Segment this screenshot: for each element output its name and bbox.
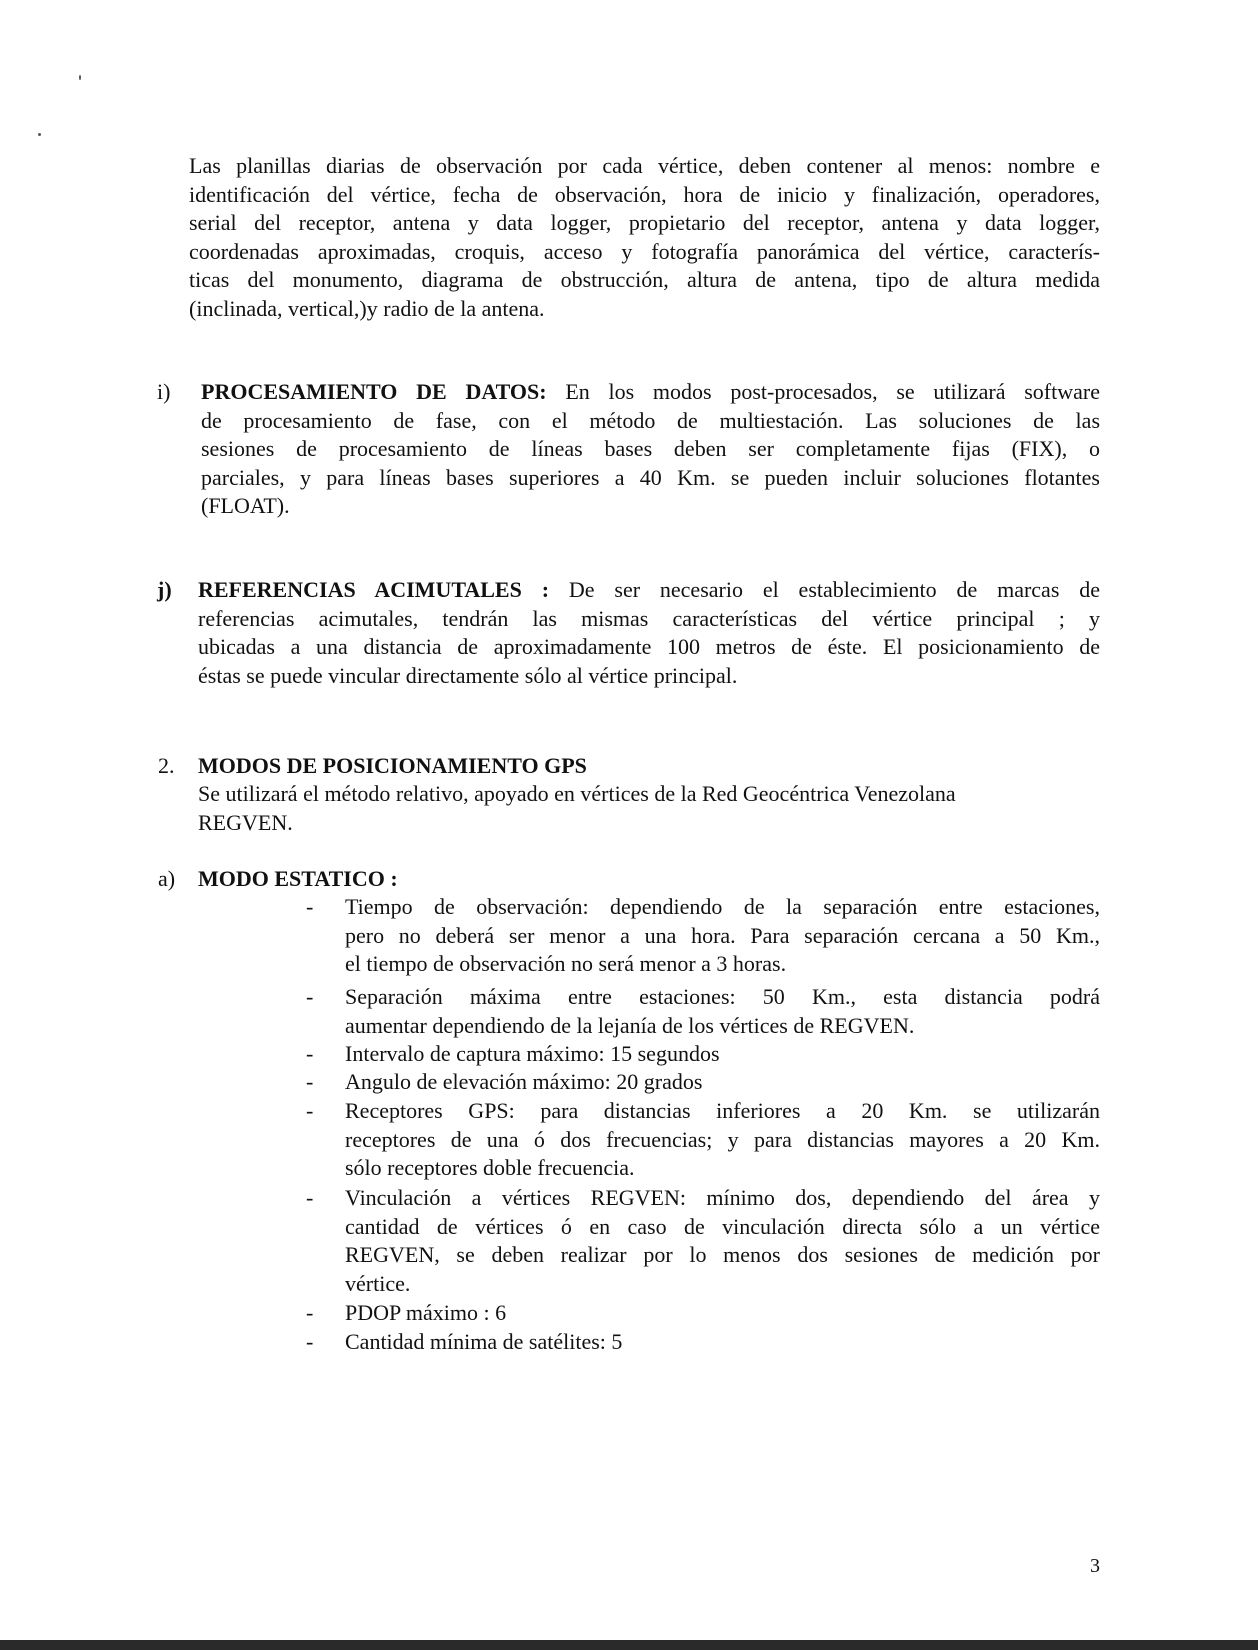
section-j-paragraph (198, 576, 1100, 690)
section-2-paragraph (198, 780, 1078, 837)
section-a-marker: a) (158, 866, 176, 891)
bullet-dash: - (306, 1041, 314, 1066)
list-item (345, 1328, 1100, 1357)
text-line: Separación máxima entre estaciones: 50 Km., esta distancia podrá (345, 984, 1100, 1009)
section-2-title: MODOS DE POSICIONAMIENTO GPS (198, 753, 587, 778)
text-line: identificación del vértice, fecha de observación, hora de inicio y finalización, operadores, (189, 181, 1100, 207)
text-line: sólo receptores doble frecuencia. (345, 1155, 635, 1180)
list-item (345, 1184, 1100, 1298)
scan-bottom-edge (0, 1640, 1258, 1650)
bullet-dash: - (306, 1098, 314, 1123)
text-line: PDOP máximo : 6 (345, 1300, 507, 1325)
text-line: Las planillas diarias de observación por cada vértice, deben contener al menos: nombre e (189, 153, 1100, 178)
bullet-dash: - (306, 1069, 314, 1094)
list-item (345, 893, 1100, 979)
text-line: REFERENCIAS ACIMUTALES : De ser necesario el establecimiento de marcas de (198, 577, 1101, 602)
intro-paragraph (189, 152, 1100, 323)
text-line: ticas del monumento, diagrama de obstrucción, altura de antena, tipo de altura medida (189, 267, 1100, 292)
text-line: Vinculación a vértices REGVEN: mínimo dos, dependiendo del área y (345, 1185, 1100, 1210)
text-line: sesiones de procesamiento de líneas bases deben ser completamente fijas (FIX), o (201, 436, 1100, 461)
text-line: pero no deberá ser menor a una hora. Para separación cercana a 50 Km., (345, 922, 1100, 948)
list-item (345, 1299, 1100, 1328)
text-line: (inclinada, vertical,)y radio de la antena. (189, 295, 545, 321)
section-i-paragraph (201, 378, 1100, 521)
text-line: serial del receptor, antena y data logger, propietario del receptor, antena y data logger, (189, 210, 1100, 235)
list-item (345, 983, 1100, 1040)
section-j-marker: j) (157, 577, 172, 602)
bullet-dash: - (306, 894, 314, 919)
list-item (345, 1097, 1100, 1183)
text-line: cantidad de vértices ó en caso de vinculación directa sólo a un vértice (345, 1213, 1100, 1239)
text-line: Tiempo de observación: dependiendo de la separación entre estaciones, (345, 894, 1100, 919)
text-line: REGVEN, se deben realizar por lo menos dos sesiones de medición por (345, 1242, 1100, 1267)
scan-speck (79, 75, 81, 80)
bullet-dash: - (306, 1300, 314, 1325)
section-i-title: PROCESAMIENTO DE DATOS: (201, 379, 547, 404)
page-number: 3 (1090, 1555, 1100, 1577)
text-line: Angulo de elevación máximo: 20 grados (345, 1069, 703, 1094)
scan-speck (38, 133, 41, 136)
section-2-marker: 2. (158, 753, 175, 778)
text-line: Receptores GPS: para distancias inferiores a 20 Km. se utilizarán (345, 1098, 1100, 1123)
text-line: (FLOAT). (201, 493, 290, 518)
text-line: coordenadas aproximadas, croquis, acceso y fotografía panorámica del vértice, caracterís- (189, 238, 1100, 264)
text-line: vértice. (345, 1270, 411, 1296)
text-line: PROCESAMIENTO DE DATOS: En los modos post-procesados, se utilizará software (201, 379, 1100, 404)
text-line: éstas se puede vincular directamente sólo al vértice principal. (198, 662, 738, 688)
section-i-marker: i) (157, 379, 171, 404)
text-line: el tiempo de observación no será menor a 3 horas. (345, 951, 787, 976)
text-line: Se utilizará el método relativo, apoyado en vértices de la Red Geocéntrica Venezolana (198, 781, 956, 806)
text-line: de procesamiento de fase, con el método de multiestación. Las soluciones de las (201, 407, 1100, 433)
text-line: aumentar dependiendo de la lejanía de los vértices de REGVEN. (345, 1012, 915, 1038)
bullet-dash: - (306, 1185, 314, 1210)
section-j-title: REFERENCIAS ACIMUTALES : (198, 577, 550, 602)
text-line: Intervalo de captura máximo: 15 segundos (345, 1041, 720, 1066)
list-item (345, 1068, 1100, 1097)
text-line: receptores de una ó dos frecuencias; y para distancias mayores a 20 Km. (345, 1126, 1100, 1152)
text-line: Cantidad mínima de satélites: 5 (345, 1329, 623, 1354)
text-line: referencias acimutales, tendrán las mismas características del vértice principal ; y (198, 605, 1100, 631)
text-line: parciales, y para líneas bases superiores a 40 Km. se pueden incluir soluciones flotantes (201, 464, 1100, 490)
text-line: REGVEN. (198, 809, 293, 835)
list-item (345, 1040, 1100, 1069)
text-line: ubicadas a una distancia de aproximadamente 100 metros de éste. El posicionamiento de (198, 634, 1100, 659)
bullet-dash: - (306, 984, 314, 1009)
bullet-dash: - (306, 1329, 314, 1354)
section-a-title: MODO ESTATICO : (198, 866, 398, 891)
